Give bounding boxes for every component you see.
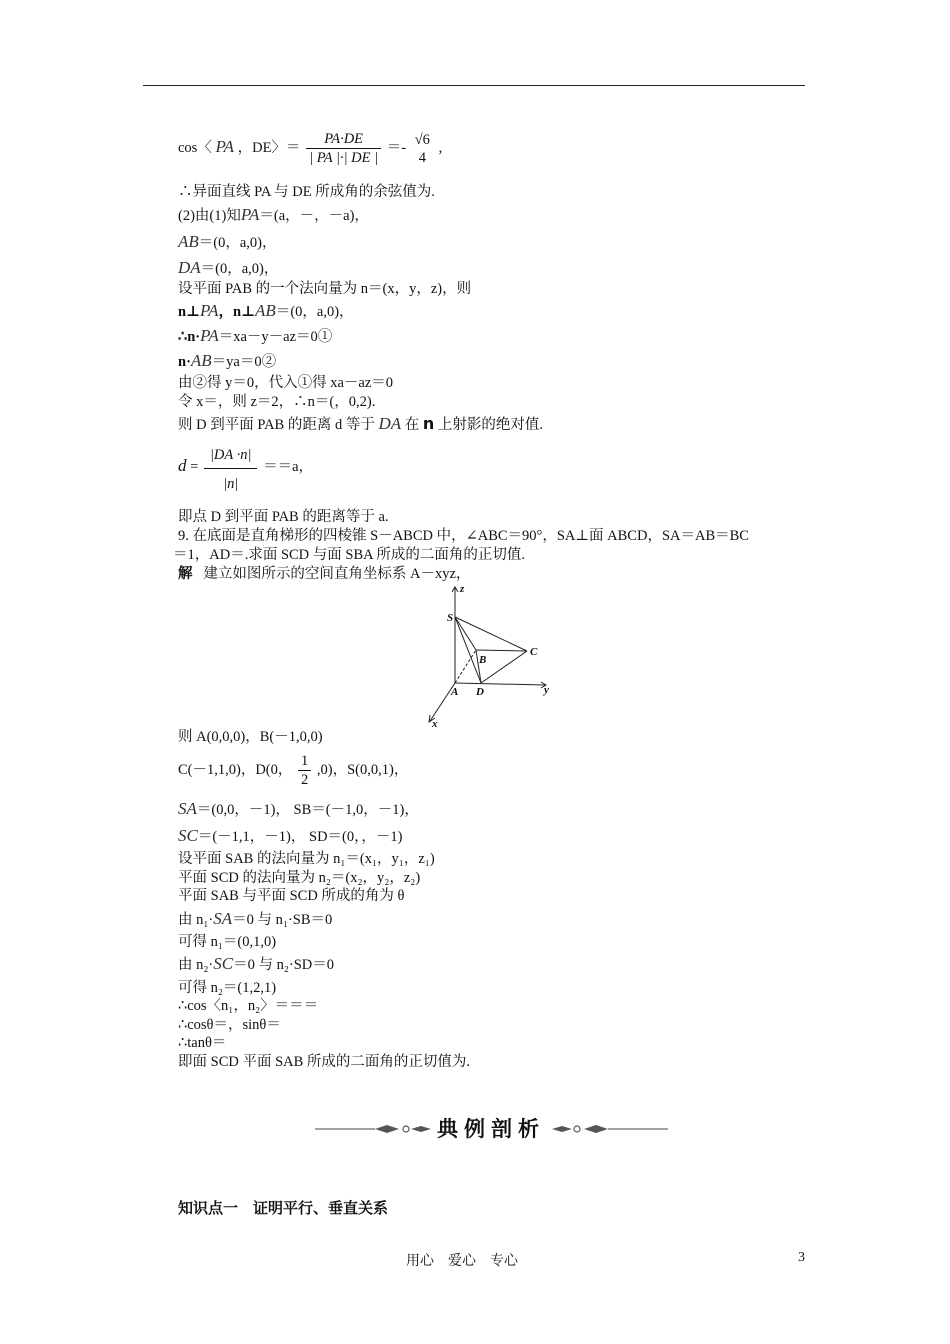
pyramid-figure <box>420 583 560 728</box>
fraction-one-half: $\frac{1}{2}$ <box>298 752 311 789</box>
text-line: SC＝(－1,1，－1)， SD＝(0，，－1) <box>178 826 403 845</box>
label-b: B <box>479 654 487 666</box>
vector-pa: PA <box>215 136 235 156</box>
text-line: DA＝(0，a,0)， <box>178 258 279 277</box>
banner-ornament-right <box>550 1121 668 1137</box>
text-line: ∴cosθ＝，sinθ＝ <box>178 1017 281 1033</box>
text-line: ∴tanθ＝ <box>178 1035 227 1051</box>
text-line: AB＝(0，a,0)， <box>178 232 277 251</box>
text-line: SA＝(0,0，－1)， SB＝(－1,0，－1)， <box>178 799 419 818</box>
label-d: D <box>476 686 484 698</box>
text-line: 由 n₂·SC＝0 与 n₂·SD＝0 <box>178 954 335 973</box>
text-line: ∴cos〈n₁，n₂〉＝＝＝ <box>178 998 319 1014</box>
text-line: n·AB＝ya＝0② <box>178 351 277 370</box>
formula-distance: d = $\frac{|DA \cdot n|}{|n|}$ ＝＝a， <box>178 442 313 493</box>
text-line: 则 A(0,0,0)，B(－1,0,0) <box>178 729 323 745</box>
text-line: 设平面 SAB 的法向量为 n₁＝(x₁，y₁，z₁) <box>178 851 435 867</box>
label-s: S <box>447 612 454 624</box>
footer-motto: 用心 爱心 专心 <box>406 1254 518 1269</box>
text-line: 可得 n₁＝(0,1,0) <box>178 934 277 950</box>
label-z: z <box>460 583 465 595</box>
problem-statement: 9. 在底面是直角梯形的四棱锥 S－ABCD 中，∠ABC＝90°，SA⊥面 ABCD，SA＝AB＝BC <box>178 528 749 544</box>
text-line: 令 x＝，则 z＝2，∴n＝(，0,2). <box>178 394 376 410</box>
text-line: 由②得 y＝0，代入①得 xa－az＝0 <box>178 375 394 391</box>
text-line: ∴异面直线 PA 与 DE 所成角的余弦值为. <box>178 184 435 200</box>
banner-title: 典例剖析 <box>437 1117 545 1141</box>
page-number: 3 <box>798 1250 805 1265</box>
label-x: x <box>432 718 438 728</box>
text-line: 可得 n₂＝(1,2,1) <box>178 980 277 996</box>
section-title: 知识点一 证明平行、垂直关系 <box>178 1199 389 1217</box>
fraction-distance: $\frac{|DA \cdot n|}{|n|}$ <box>204 442 258 493</box>
label-c: C <box>530 646 538 658</box>
fraction-root6-4: √6 4 <box>414 131 430 166</box>
text-line: 即面 SCD 平面 SAB 所成的二面角的正切值为. <box>178 1054 471 1070</box>
label-y: y <box>544 684 549 696</box>
banner-ornament-left <box>315 1121 433 1137</box>
header-rule <box>143 85 805 86</box>
text-line: n⊥PA，n⊥AB＝(0，a,0)， <box>178 301 354 320</box>
text-line: C(－1,1,0)，D(0， $\frac{1}{2}$ ,0)，S(0,0,1)， <box>178 753 409 788</box>
text-line: ∴n·PA＝xa－y－az＝0① <box>178 326 333 345</box>
text-line: 平面 SCD 的法向量为 n₂＝(x₂，y₂，z₂) <box>178 870 421 886</box>
text-line: 由 n₁·SA＝0 与 n₁·SB＝0 <box>178 909 333 928</box>
label-a: A <box>451 686 459 698</box>
text-line: (2)由(1)知PA＝(a，－，－a)， <box>178 205 369 224</box>
problem-statement: ＝1，AD＝.求面 SCD 与面 SBA 所成的二面角的正切值. <box>173 547 526 563</box>
text-line: 平面 SAB 与平面 SCD 所成的角为 θ <box>178 888 405 904</box>
solution-intro: 解 建立如图所示的空间直角坐标系 A－xyz， <box>178 566 471 582</box>
formula-cos-pa-de: cos〈 PA ，DE〉＝ $\frac{PA\cdot DE}{| PA |\cdot| DE |}$ ＝- √6 4 , <box>178 131 443 166</box>
text-line: 即点 D 到平面 PAB 的距离等于 a. <box>178 509 389 525</box>
fraction-pa-de: $\frac{PA\cdot DE}{| PA |\cdot| DE |}$ <box>306 130 381 167</box>
text-line: 设平面 PAB 的一个法向量为 n＝(x，y，z)，则 <box>178 281 472 297</box>
text-line: 则 D 到平面 PAB 的距离 d 等于 DA 在 n 上射影的绝对值. <box>178 414 544 433</box>
